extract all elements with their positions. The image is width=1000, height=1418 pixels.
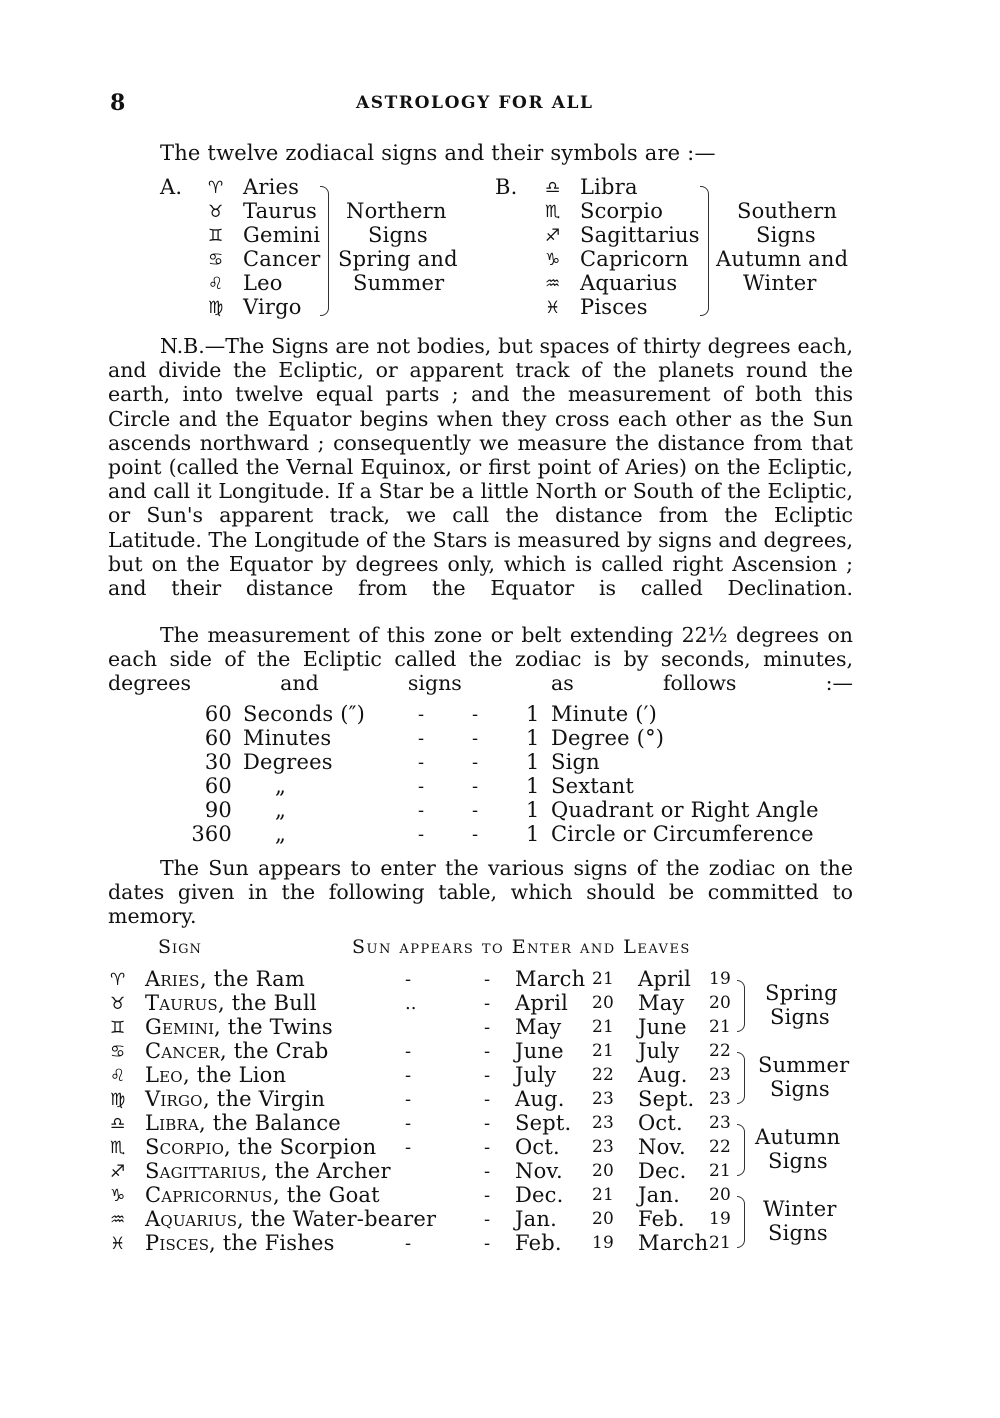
group-b-desc: Signs xyxy=(756,223,816,247)
measure-dash: - xyxy=(418,728,425,749)
leave-month: Oct. xyxy=(638,1111,683,1135)
measure-one: 1 xyxy=(526,798,540,822)
leave-month: July xyxy=(638,1039,680,1063)
group-a-desc: Signs xyxy=(368,223,428,247)
sign-name: Libra xyxy=(145,1111,200,1135)
sign-name: Leo xyxy=(145,1063,183,1087)
group-a-sign: Cancer xyxy=(243,247,321,271)
capricorn-symbol-icon: ♑ xyxy=(545,250,561,270)
sign-name: Aquarius xyxy=(145,1207,238,1231)
scorpio-symbol-icon: ♏ xyxy=(545,202,561,222)
group-a-desc: Summer xyxy=(353,271,445,295)
taurus-symbol-icon: ♉ xyxy=(110,994,126,1014)
group-b-sign: Sagittarius xyxy=(580,223,700,247)
leave-day: 22 xyxy=(709,1041,732,1061)
sign-name: Aries xyxy=(145,967,200,991)
season-label: Winter xyxy=(763,1197,837,1221)
cancer-symbol-icon: ♋ xyxy=(208,250,224,270)
virgo-symbol-icon: ♍ xyxy=(110,1090,126,1110)
sign-desc: , the Goat xyxy=(273,1183,380,1207)
measure-qty: 360 xyxy=(191,822,232,846)
enter-month: April xyxy=(515,991,569,1015)
season-label: Signs xyxy=(768,1221,828,1245)
sign-desc: , the Twins xyxy=(214,1015,333,1039)
leave-day: 21 xyxy=(709,1233,732,1253)
pisces-symbol-icon: ♓ xyxy=(110,1234,126,1254)
measure-result: Minute (′) xyxy=(551,702,657,726)
group-b-letter: B. xyxy=(495,175,518,199)
leader-dot: - xyxy=(405,969,412,990)
leader-dot: - xyxy=(405,1113,412,1134)
measure-dash: - xyxy=(418,776,425,797)
sagittarius-symbol-icon: ♐ xyxy=(110,1162,126,1182)
aries-symbol-icon: ♈ xyxy=(208,178,224,198)
leader-dash: - xyxy=(484,1113,491,1134)
sign-desc: , the Balance xyxy=(199,1111,341,1135)
measure-dash: - xyxy=(472,728,479,749)
measure-one: 1 xyxy=(526,774,540,798)
libra-symbol-icon: ♎ xyxy=(110,1114,126,1134)
group-b-bracket xyxy=(700,186,709,316)
leave-day: 21 xyxy=(709,1161,732,1181)
measure-one: 1 xyxy=(526,702,540,726)
leo-symbol-icon: ♌ xyxy=(110,1066,126,1086)
sign-desc: , the Fishes xyxy=(209,1231,335,1255)
measure-qty: 60 xyxy=(204,774,232,798)
pisces-symbol-icon: ♓ xyxy=(545,298,561,318)
group-a-desc: Spring and xyxy=(338,247,458,271)
cancer-symbol-icon: ♋ xyxy=(110,1042,126,1062)
enter-month: Feb. xyxy=(515,1231,562,1255)
season-bracket xyxy=(737,1052,745,1104)
season-bracket xyxy=(737,980,745,1032)
season-bracket xyxy=(737,1196,745,1248)
leave-day: 19 xyxy=(709,1209,732,1229)
season-bracket xyxy=(737,1124,745,1176)
leave-day: 23 xyxy=(709,1065,732,1085)
sun-paragraph: The Sun appears to enter the various signs of the zodiac on the dates given in the following table, which should be committed to memory. xyxy=(108,856,853,929)
sign-desc: , the Virgin xyxy=(203,1087,326,1111)
virgo-symbol-icon: ♍ xyxy=(208,298,224,318)
leader-dash: - xyxy=(484,1017,491,1038)
leave-month: Dec. xyxy=(638,1159,687,1183)
leader-dash: - xyxy=(484,1185,491,1206)
measure-qty: 90 xyxy=(204,798,232,822)
measure-dash: - xyxy=(472,752,479,773)
enter-day: 21 xyxy=(592,969,615,989)
group-b-sign: Pisces xyxy=(580,295,648,319)
leader-dash: - xyxy=(484,993,491,1014)
sign-desc: , the Bull xyxy=(218,991,317,1015)
group-a-desc: Northern xyxy=(346,199,447,223)
leader-dot: - xyxy=(405,1041,412,1062)
measure-result: Sign xyxy=(551,750,600,774)
leader-dash: - xyxy=(484,1065,491,1086)
leave-day: 20 xyxy=(709,1185,732,1205)
leave-day: 23 xyxy=(709,1113,732,1133)
measure-result: Circle or Circumference xyxy=(551,822,814,846)
leave-month: March xyxy=(638,1231,709,1255)
enter-month: Dec. xyxy=(515,1183,564,1207)
enter-day: 23 xyxy=(592,1089,615,1109)
group-a-sign: Virgo xyxy=(243,295,302,319)
capricornus-symbol-icon: ♑ xyxy=(110,1186,126,1206)
measure-one: 1 xyxy=(526,822,540,846)
measure-dash: - xyxy=(472,824,479,845)
sign-desc: , the Crab xyxy=(220,1039,329,1063)
measure-unit: „ xyxy=(275,774,287,798)
nb-paragraph: N.B.—The Signs are not bodies, but spaces of thirty degrees each, and divide the Ecliptic, or apparent track of the planets round the earth, into twelve equal parts ; and the measurement of both this Circle and the Equator begins when they cross each other as the Sun ascends northward ; consequently we measure the distance from that point (called the Vernal Equinox, or first point of Aries) on the Ecliptic, and call it Longitude. If a Star be a little North or South of the Ecliptic, or Sun's apparent track, we call the distance from the Ecliptic Latitude. The Longitude of the Stars is measured by signs and degrees, but on the Equator by degrees only, which is called right Ascension ; and their distance from the Equator is called Declination. xyxy=(108,334,853,601)
scorpio-symbol-icon: ♏ xyxy=(110,1138,126,1158)
measure-dash: - xyxy=(418,800,425,821)
leave-day: 20 xyxy=(709,993,732,1013)
gemini-symbol-icon: ♊ xyxy=(208,226,224,246)
aquarius-symbol-icon: ♒ xyxy=(545,274,561,294)
leave-month: Sept. xyxy=(638,1087,695,1111)
measure-dash: - xyxy=(418,824,425,845)
enter-day: 23 xyxy=(592,1137,615,1157)
leave-month: Nov. xyxy=(638,1135,686,1159)
enter-day: 21 xyxy=(592,1185,615,1205)
sagittarius-symbol-icon: ♐ xyxy=(545,226,561,246)
group-b-sign: Capricorn xyxy=(580,247,689,271)
group-a-sign: Gemini xyxy=(243,223,321,247)
enter-day: 22 xyxy=(592,1065,615,1085)
sign-desc: , the Scorpion xyxy=(224,1135,377,1159)
sign-name: Gemini xyxy=(145,1015,215,1039)
leader-dash: - xyxy=(484,1161,491,1182)
leave-day: 19 xyxy=(709,969,732,989)
measure-qty: 30 xyxy=(204,750,232,774)
col-header-sign: Sign xyxy=(158,936,202,958)
enter-day: 19 xyxy=(592,1233,615,1253)
enter-day: 23 xyxy=(592,1113,615,1133)
sign-desc: , the Archer xyxy=(261,1159,391,1183)
col-header-dates: Sun appears to Enter and Leaves xyxy=(352,936,691,958)
enter-month: May xyxy=(515,1015,562,1039)
leave-day: 21 xyxy=(709,1017,732,1037)
leo-symbol-icon: ♌ xyxy=(208,274,224,294)
group-b-sign: Scorpio xyxy=(580,199,664,223)
measure-one: 1 xyxy=(526,726,540,750)
taurus-symbol-icon: ♉ xyxy=(208,202,224,222)
sign-name: Cancer xyxy=(145,1039,220,1063)
enter-day: 20 xyxy=(592,1161,615,1181)
leave-month: June xyxy=(638,1015,687,1039)
season-label: Signs xyxy=(768,1149,828,1173)
enter-month: July xyxy=(515,1063,557,1087)
enter-day: 21 xyxy=(592,1017,615,1037)
leader-dot: .. xyxy=(405,993,417,1014)
leader-dot: - xyxy=(405,1065,412,1086)
enter-month: Aug. xyxy=(515,1087,565,1111)
group-b-desc: Autumn and xyxy=(716,247,849,271)
page-number: 8 xyxy=(110,90,126,116)
season-label: Signs xyxy=(770,1005,830,1029)
group-b-desc: Southern xyxy=(737,199,838,223)
group-a-sign: Taurus xyxy=(243,199,317,223)
measure-dash: - xyxy=(418,752,425,773)
leader-dash: - xyxy=(484,1041,491,1062)
season-label: Spring xyxy=(765,981,838,1005)
enter-day: 20 xyxy=(592,993,615,1013)
measure-dash: - xyxy=(418,704,425,725)
group-b-sign: Aquarius xyxy=(580,271,678,295)
measure-dash: - xyxy=(472,704,479,725)
measure-qty: 60 xyxy=(204,702,232,726)
leave-month: Aug. xyxy=(638,1063,688,1087)
leader-dash: - xyxy=(484,1089,491,1110)
enter-month: Jan. xyxy=(515,1207,557,1231)
leave-month: April xyxy=(638,967,692,991)
enter-day: 20 xyxy=(592,1209,615,1229)
enter-month: March xyxy=(515,967,586,991)
sign-name: Pisces xyxy=(145,1231,210,1255)
group-a-bracket xyxy=(320,186,329,316)
leave-day: 23 xyxy=(709,1089,732,1109)
leader-dot: - xyxy=(405,1233,412,1254)
leave-month: May xyxy=(638,991,685,1015)
group-b-desc: Winter xyxy=(743,271,817,295)
sign-name: Virgo xyxy=(145,1087,203,1111)
sign-name: Taurus xyxy=(145,991,218,1015)
leader-dot: - xyxy=(405,1137,412,1158)
measure-unit: „ xyxy=(275,822,287,846)
measure-one: 1 xyxy=(526,750,540,774)
gemini-symbol-icon: ♊ xyxy=(110,1018,126,1038)
sign-name: Sagittarius xyxy=(145,1159,261,1183)
leave-month: Jan. xyxy=(638,1183,680,1207)
measure-unit: Degrees xyxy=(243,750,333,774)
enter-month: Sept. xyxy=(515,1111,572,1135)
sign-desc: , the Water-bearer xyxy=(237,1207,437,1231)
measure-qty: 60 xyxy=(204,726,232,750)
group-b-sign: Libra xyxy=(580,175,638,199)
season-label: Signs xyxy=(770,1077,830,1101)
enter-month: Oct. xyxy=(515,1135,560,1159)
group-a-letter: A. xyxy=(160,175,183,199)
group-a-sign: Aries xyxy=(243,175,300,199)
sign-name: Scorpio xyxy=(145,1135,225,1159)
sign-desc: , the Lion xyxy=(183,1063,287,1087)
libra-symbol-icon: ♎ xyxy=(545,178,561,198)
season-label: Summer xyxy=(758,1053,850,1077)
leader-dash: - xyxy=(484,1233,491,1254)
measure-result: Sextant xyxy=(551,774,634,798)
season-label: Autumn xyxy=(755,1125,841,1149)
leader-dot: - xyxy=(405,1089,412,1110)
sign-desc: , the Ram xyxy=(200,967,305,991)
intro-line: The twelve zodiacal signs and their symbols are :— xyxy=(160,141,716,165)
measurement-paragraph: The measurement of this zone or belt extending 22½ degrees on each side of the Ecliptic called the zodiac is by seconds, minutes, degrees and signs as follows :— xyxy=(108,623,853,696)
measure-dash: - xyxy=(472,800,479,821)
group-a-sign: Leo xyxy=(243,271,283,295)
leave-day: 22 xyxy=(709,1137,732,1157)
measure-dash: - xyxy=(472,776,479,797)
measure-unit: „ xyxy=(275,798,287,822)
measure-result: Quadrant or Right Angle xyxy=(551,798,819,822)
leader-dash: - xyxy=(484,1137,491,1158)
aquarius-symbol-icon: ♒ xyxy=(110,1210,126,1230)
enter-day: 21 xyxy=(592,1041,615,1061)
measure-unit: Seconds (″) xyxy=(243,702,366,726)
leader-dash: - xyxy=(484,1209,491,1230)
enter-month: June xyxy=(515,1039,564,1063)
sign-name: Capricornus xyxy=(145,1183,273,1207)
measure-unit: Minutes xyxy=(243,726,332,750)
measure-result: Degree (°) xyxy=(551,726,665,750)
leave-month: Feb. xyxy=(638,1207,685,1231)
running-title: ASTROLOGY FOR ALL xyxy=(356,93,594,113)
leader-dash: - xyxy=(484,969,491,990)
aries-symbol-icon: ♈ xyxy=(110,970,126,990)
enter-month: Nov. xyxy=(515,1159,563,1183)
